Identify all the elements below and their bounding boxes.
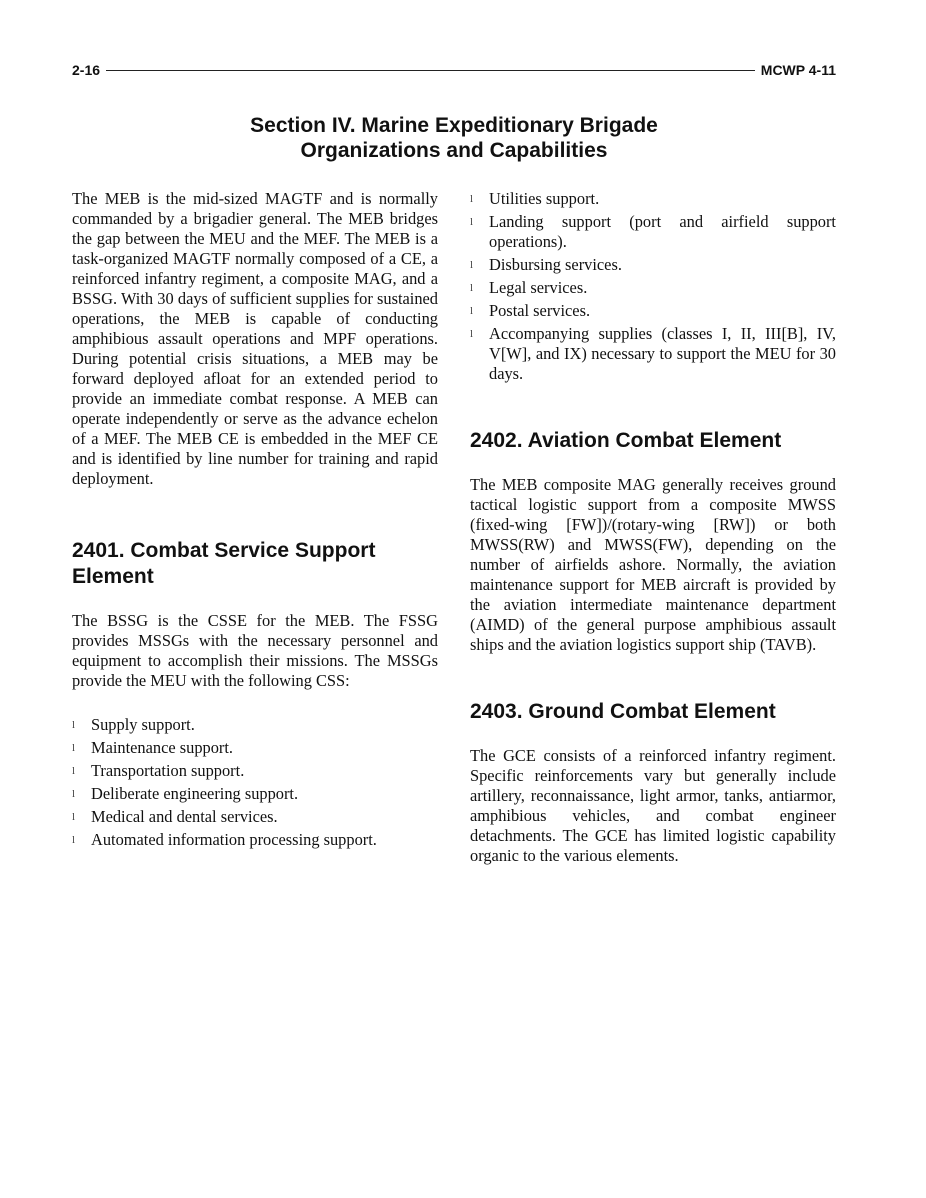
bullet-icon: l <box>470 216 474 228</box>
running-header <box>72 60 836 80</box>
css-list-part1 <box>72 715 438 850</box>
list-item: l Transportation support. <box>72 761 245 780</box>
section-2403-paragraph: The GCE consists of a reinforced infantry regiment. Specific reinforcements vary but generally include artillery, reconnaissance, light armor, tanks, antiarmor, amphibious vehicles, and combat engineer detachments. The GCE has limited logistic capability organic to the various elements. <box>470 746 836 865</box>
bullet-icon: l <box>72 811 76 823</box>
list-item: l Automated information processing support. <box>72 830 377 849</box>
list-item: l Accompanying supplies (classes I, II, III[B], IV, V[W], and IX) necessary to support the MEU for 30 days. <box>470 324 836 383</box>
bullet-icon: l <box>72 788 76 800</box>
list-item: l Disbursing services. <box>470 255 622 274</box>
left-column <box>72 189 438 853</box>
intro-paragraph: The MEB is the mid-sized MAGTF and is normally commanded by a brigadier general. The MEB bridges the gap between the MEU and the MEF. The MEB is a task-organized MAGTF normally composed of a CE, a reinforced infantry regiment, a composite MAG, and a BSSG. With 30 days of sufficient supplies for sustained operations, the MEB is capable of conducting amphibious assault operations and MPF operations. During potential crisis situations, a MEB may be forward deployed afloat for an extended period to provide an immediate combat response. A MEB can operate independently or serve as the advance echelon of a MEF. The MEB CE is embedded in the MEF CE and is identified by line number for training and rapid deployment. <box>72 189 438 488</box>
list-item: l Deliberate engineering support. <box>72 784 299 803</box>
bullet-icon: l <box>470 193 474 205</box>
bullet-icon: l <box>470 282 474 294</box>
section-2402-paragraph: The MEB composite MAG generally receives ground tactical logistic support from a composite MWSS (fixed-wing [FW])/(rotary-wing [RW]) or both MWSS(RW) and MWSS(FW), depending on the number of airfields ashore. Normally, the aviation maintenance support for MEB aircraft is provided by the aviation intermediate maintenance department (AIMD) of the general purpose amphibious assault ships and the aviation logistics support ship (TAVB). <box>470 475 836 654</box>
header-rule <box>106 70 755 71</box>
bullet-icon: l <box>470 259 474 271</box>
list-item: l Medical and dental services. <box>72 807 278 826</box>
section-2403-heading: 2403. Ground Combat Element <box>470 700 776 723</box>
section-2402-heading: 2402. Aviation Combat Element <box>470 429 782 452</box>
bullet-icon: l <box>72 834 76 846</box>
css-list-part2 <box>470 189 836 384</box>
list-item: l Maintenance support. <box>72 738 234 757</box>
section-2401-heading: 2401. Combat Service Support Element <box>72 539 376 588</box>
bullet-icon: l <box>72 765 76 777</box>
page-number: 2-16 <box>72 62 101 78</box>
list-item: l Utilities support. <box>470 189 600 208</box>
section-2401-paragraph: The BSSG is the CSSE for the MEB. The FSSG provides MSSGs with the necessary personnel and equipment to accomplish their missions. The MSSGs provide the MEU with the following CSS: <box>72 611 438 690</box>
document-id: MCWP 4-11 <box>760 62 836 78</box>
bullet-icon: l <box>72 742 76 754</box>
list-item: l Landing support (port and airfield support operations). <box>470 212 836 251</box>
list-item: l Legal services. <box>470 278 588 297</box>
list-item: l Postal services. <box>470 301 591 320</box>
bullet-icon: l <box>470 328 474 340</box>
list-item: l Supply support. <box>72 715 195 734</box>
section-title-line1: Section IV. Marine Expeditionary Brigade <box>250 114 658 137</box>
right-column <box>470 189 836 866</box>
section-title-line2: Organizations and Capabilities <box>300 139 608 162</box>
bullet-icon: l <box>72 719 76 731</box>
section-title <box>72 113 836 163</box>
bullet-icon: l <box>470 305 474 317</box>
